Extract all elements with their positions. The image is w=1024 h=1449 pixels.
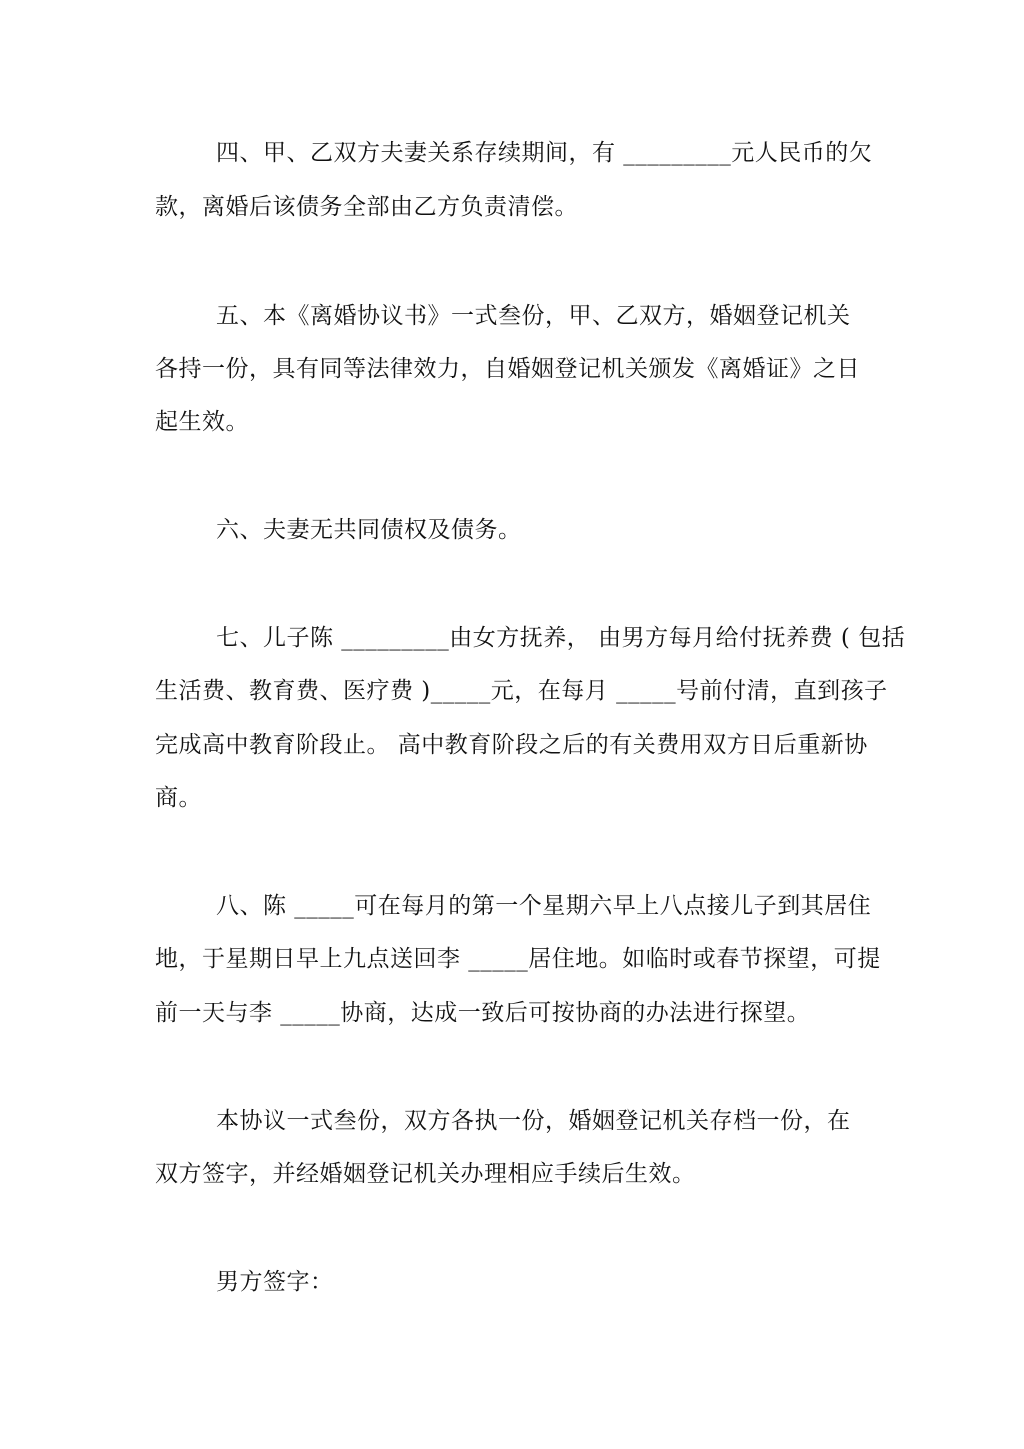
paragraph-8-line-3: 前一天与李 _____协商，达成一致后可按协商的办法进行探望。: [155, 1000, 811, 1026]
paragraph-final-line-2: 双方签字，并经婚姻登记机关办理相应手续后生效。: [155, 1161, 696, 1187]
paragraph-8-line-1: 八、陈 _____可在每月的第一个星期六早上八点接儿子到其居住: [216, 893, 872, 919]
paragraph-5-line-2: 各持一份，具有同等法律效力，自婚姻登记机关颁发《离婚证》之日: [155, 356, 860, 382]
paragraph-8-line-2: 地，于星期日早上九点送回李 _____居住地。如临时或春节探望，可提: [155, 946, 881, 972]
paragraph-5-line-1: 五、本《离婚协议书》一式叁份，甲、乙双方，婚姻登记机关: [216, 303, 851, 329]
paragraph-4-line-2: 款，离婚后该债务全部由乙方负责清偿。: [155, 194, 578, 220]
paragraph-7-line-4: 商。: [155, 785, 202, 811]
paragraph-4-line-1: 四、甲、乙双方夫妻关系存续期间，有 _________元人民币的欠: [216, 140, 873, 166]
paragraph-7-line-1: 七、儿子陈 _________由女方抚养， 由男方每月给付抚养费 ( 包括: [216, 625, 906, 651]
paragraph-7-line-3: 完成高中教育阶段止。 高中教育阶段之后的有关费用双方日后重新协: [155, 732, 868, 758]
paragraph-7-line-2: 生活费、教育费、医疗费 )_____元，在每月 _____号前付清，直到孩子: [155, 678, 888, 704]
paragraph-5-line-3: 起生效。: [155, 409, 249, 435]
male-signature-label: 男方签字：: [216, 1269, 334, 1295]
paragraph-6-line-1: 六、夫妻无共同债权及债务。: [216, 517, 522, 543]
paragraph-final-line-1: 本协议一式叁份，双方各执一份，婚姻登记机关存档一份，在: [216, 1108, 851, 1134]
